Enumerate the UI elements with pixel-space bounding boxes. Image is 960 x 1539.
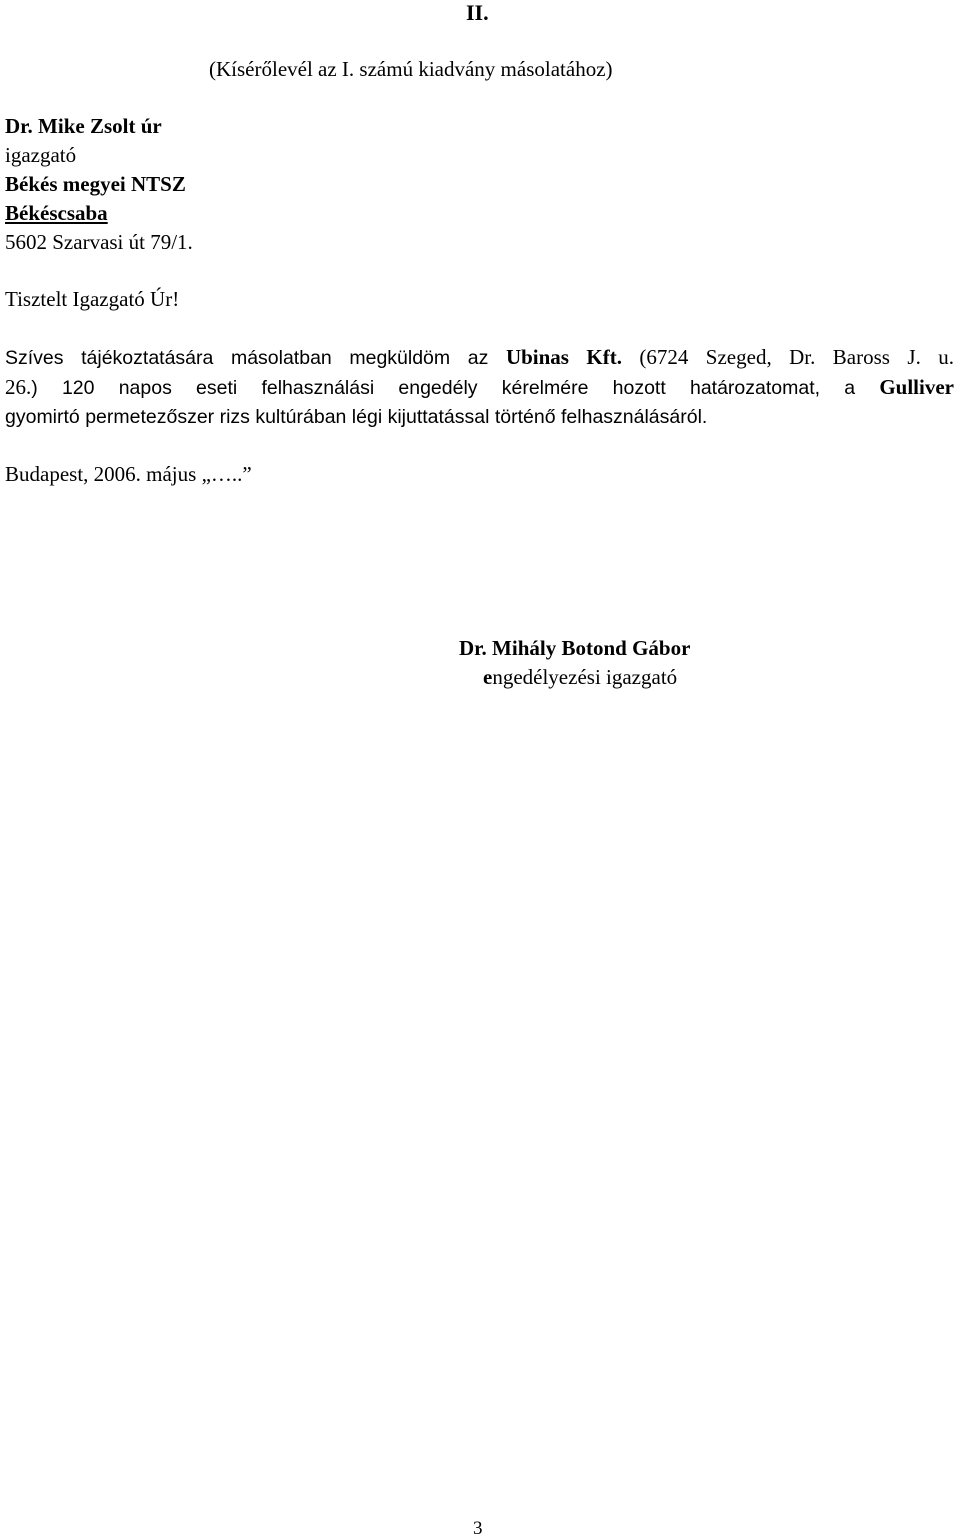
addressee-name: Dr. Mike Zsolt úr [5,114,162,138]
signatory-title [483,667,677,688]
signatory-name: Dr. Mihály Botond Gábor [459,636,691,660]
body-text: ) 120 napos eseti felhasználási engedély kérelmére hozott határozatomat, a [31,377,880,399]
salutation: Tisztelt Igazgató Úr! [5,287,180,311]
date-line: Budapest, 2006. május „…..” [5,462,252,486]
addressee-street: 5602 Szarvasi út 79/1. [5,230,193,254]
addressee-title: igazgató [5,143,77,167]
document-subtitle: (Kísérőlevél az I. számú kiadvány másolatához) [209,57,613,81]
product-name: Gulliver [879,375,954,399]
body-line-2 [5,373,954,403]
company-name: Ubinas Kft. [505,345,622,369]
body-line-1 [5,343,954,373]
body-paragraph [5,343,954,432]
body-text: Szíves tájékoztatására másolatban megküldöm az [5,347,506,369]
addressee-city: Békéscsaba [5,201,108,225]
body-line-3: gyomirtó permetezőszer rizs kultúrában légi kijuttatással történő felhasználásáról. [5,406,708,428]
addressee-organization: Békés megyei NTSZ [5,172,186,196]
page-number: 3 [473,1518,483,1539]
company-address-end: 26. [5,375,32,399]
signatory-title-rest: ngedélyezési igazgató [492,665,678,689]
company-address: (6724 Szeged, Dr. Baross J. u. [621,345,954,369]
signatory-title-initial: e [483,665,493,689]
document-number: II. [466,0,489,25]
